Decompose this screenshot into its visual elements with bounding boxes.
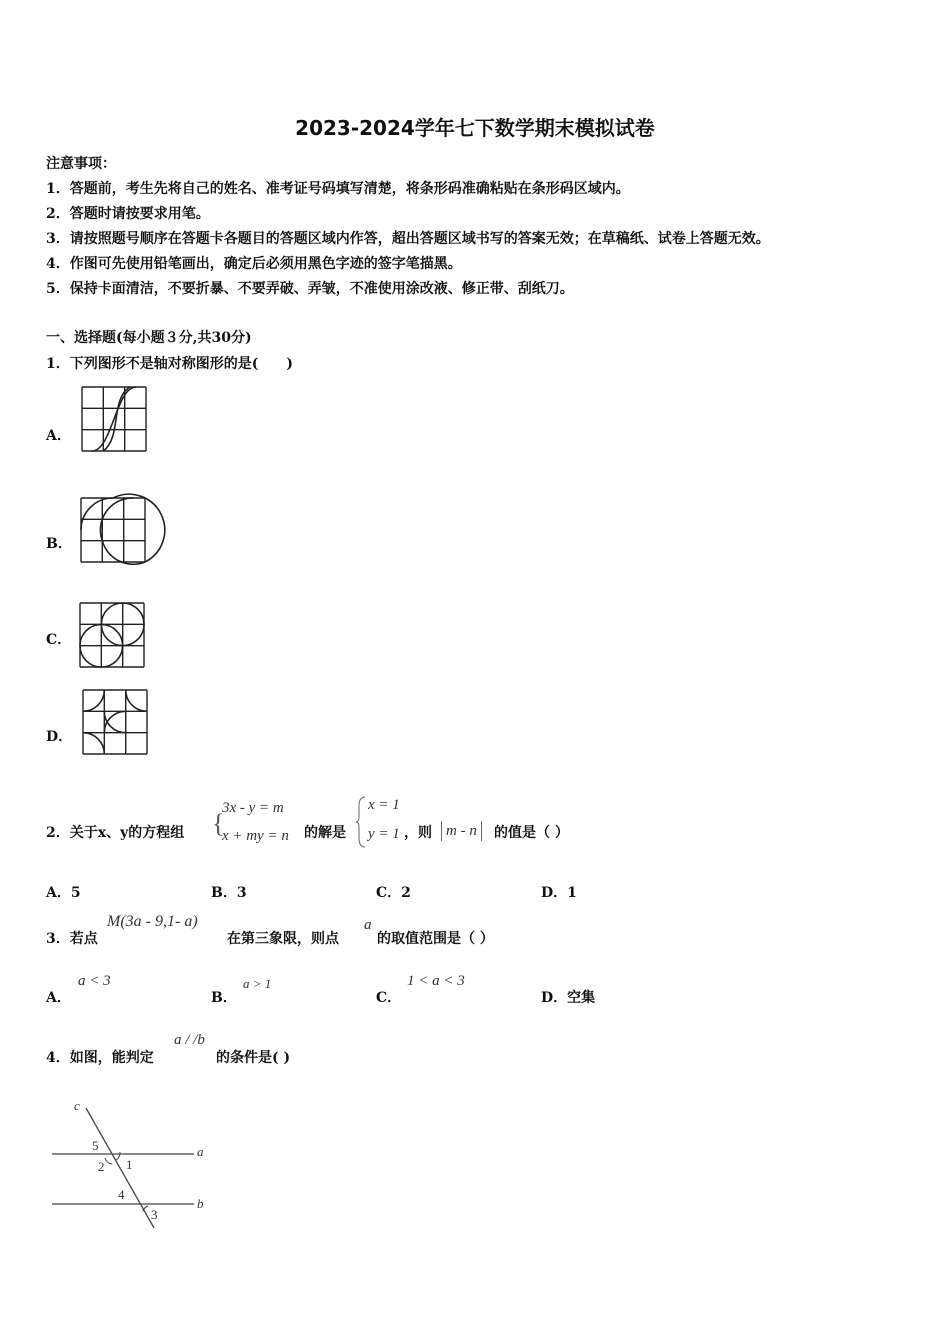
page-title: 2023-2024学年七下数学期末模拟试卷 [295, 116, 655, 140]
note-item: 1．答题前，考生先将自己的姓名、准考证号码填写清楚，将条形码准确粘贴在条形码区域内。 [46, 181, 630, 197]
q1-figure-a [82, 387, 146, 451]
q1-stem: 1．下列图形不是轴对称图形的是( ) [46, 356, 293, 372]
angle-3-label: 3 [151, 1207, 158, 1222]
q2-brace-left: { [212, 809, 225, 838]
q1-option-d-label: D． [46, 729, 73, 745]
q3-prefix: 3．若点 [46, 931, 98, 947]
q1-figure-c [80, 603, 144, 667]
q4-math: a / /b [174, 1032, 205, 1048]
label-a: a [197, 1144, 204, 1159]
section-heading: 一、选择题(每小题３分,共30分) [46, 330, 252, 346]
q3-suffix: 的取值范围是（ ） [377, 931, 494, 947]
q2-prefix: 2．关于x、y的方程组 [46, 825, 185, 841]
q1-option-c-label: C． [46, 632, 72, 648]
q3-option-a-label: A． [46, 990, 71, 1006]
q2-abs-value: m - n [441, 821, 482, 841]
q4-suffix: 的条件是( ) [216, 1050, 291, 1066]
q2-option-c: C．2 [376, 885, 411, 901]
q1-figure-d [83, 690, 147, 754]
q3-option-b-label: B． [211, 990, 237, 1006]
q3-option-b-math: a > 1 [243, 976, 272, 991]
q2-mid: 的解是 [304, 825, 346, 841]
q2-equation-1: 3x - y = m [222, 800, 284, 816]
label-b: b [197, 1196, 204, 1211]
q4-prefix: 4．如图，能判定 [46, 1050, 154, 1066]
q2-then: ，则 [404, 825, 432, 841]
q2-suffix: 的值是（ ） [494, 825, 569, 841]
q3-option-c-math: 1 < a < 3 [407, 973, 465, 989]
q2-solution-1: x = 1 [368, 797, 400, 813]
note-item: 4．作图可先使用铅笔画出，确定后必须用黑色字迹的签字笔描黑。 [46, 256, 462, 272]
angle-5-label: 5 [92, 1138, 99, 1153]
q2-option-d: D．1 [541, 885, 577, 901]
angle-arc-3 [143, 1206, 148, 1211]
q1-figure-b [81, 498, 145, 562]
angle-arc-2 [105, 1158, 112, 1164]
q3-var: a [364, 917, 372, 933]
q2-solution-2: y = 1 [368, 826, 400, 842]
q1-option-a-label: A． [46, 428, 71, 444]
q3-point: M(3a - 9,1- a) [107, 913, 198, 930]
notes-heading: 注意事项： [46, 156, 116, 172]
angle-arc-1 [116, 1152, 120, 1160]
q3-option-a-math: a < 3 [78, 973, 111, 989]
note-item: 5．保持卡面清洁，不要折暴、不要弄破、弄皱，不准使用涂改液、修正带、刮纸刀。 [46, 281, 574, 297]
q3-option-d: D．空集 [541, 990, 596, 1006]
note-item: 2．答题时请按要求用笔。 [46, 206, 210, 222]
q2-equation-2: x + my = n [222, 828, 289, 844]
angle-2-label: 2 [98, 1159, 105, 1174]
angle-1-label: 1 [126, 1157, 133, 1172]
q4-parallel-lines-figure [50, 1098, 215, 1233]
q2-option-b: B．3 [211, 885, 247, 901]
note-item: 3．请按照题号顺序在答题卡各题目的答题区域内作答，超出答题区域书写的答案无效；在草稿纸、试卷上答题无效。 [46, 231, 770, 247]
q2-solution-brace [356, 796, 366, 848]
q1-option-b-label: B． [46, 536, 72, 552]
q3-mid: 在第三象限，则点 [227, 931, 339, 947]
q2-option-a: A．5 [46, 885, 81, 901]
angle-4-label: 4 [118, 1187, 125, 1202]
label-c: c [74, 1098, 80, 1113]
q3-option-c-label: C． [376, 990, 402, 1006]
